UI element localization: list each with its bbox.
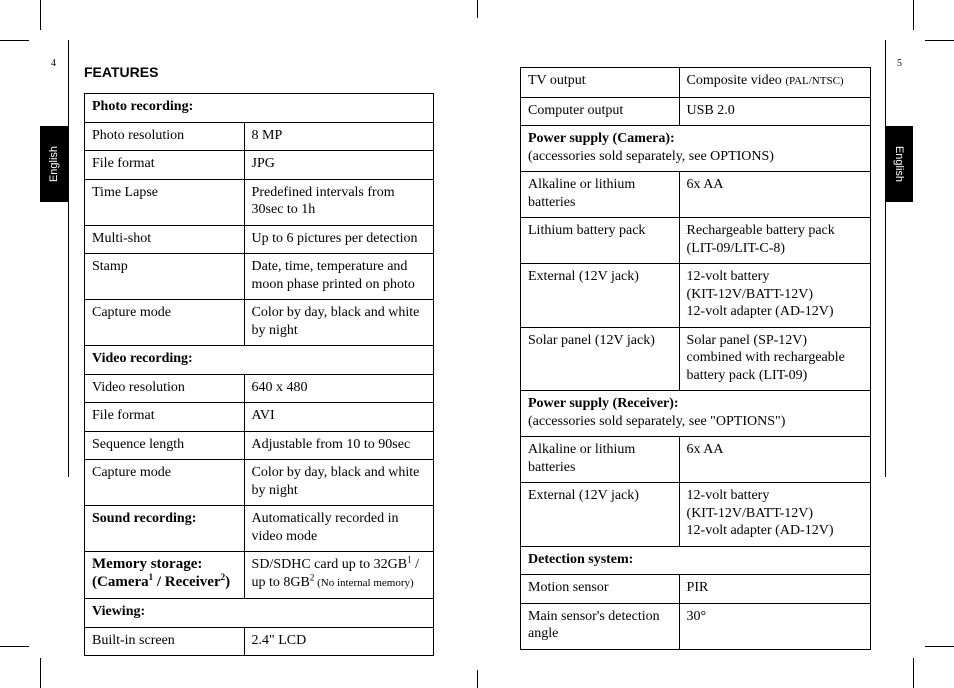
row-value: Up to 6 pictures per detection — [244, 225, 433, 254]
table-row — [85, 552, 434, 599]
row-label: Multi-shot — [85, 225, 245, 254]
footnote-marker: 2 — [220, 571, 226, 582]
table-row — [521, 575, 871, 604]
table-row — [521, 327, 871, 391]
row-value: Color by day, black and white by night — [244, 300, 433, 346]
row-label: External (12V jack) — [521, 483, 680, 547]
table-row — [521, 172, 871, 218]
features-table-right — [520, 67, 871, 650]
crop-mark — [925, 646, 954, 647]
crop-mark — [40, 0, 41, 30]
table-row — [521, 437, 871, 483]
row-value: Rechargeable battery pack (LIT-09/LIT-C-8) — [679, 218, 870, 264]
row-label: Main sensor's detection angle — [521, 603, 680, 649]
section-title-power-receiver: Power supply (Receiver): — [528, 396, 679, 411]
table-row — [521, 603, 871, 649]
row-value: Date, time, temperature and moon phase printed on photo — [244, 254, 433, 300]
row-value: 30° — [679, 603, 870, 649]
crop-mark — [40, 658, 41, 688]
section-row — [85, 94, 434, 123]
section-row — [521, 546, 871, 575]
section-subtitle: (accessories sold separately, see "OPTIONS") — [528, 413, 786, 429]
row-value: JPG — [244, 151, 433, 180]
memory-value-part1: SD/SDHC card up to 32GB — [251, 557, 408, 572]
memory-value-part2: / up to 8GB — [251, 557, 419, 590]
row-value — [679, 264, 870, 328]
table-row — [521, 483, 871, 547]
crop-mark — [477, 0, 478, 18]
row-value: USB 2.0 — [679, 97, 870, 126]
section-subtitle: (accessories sold separately, see OPTIONS) — [528, 148, 774, 164]
row-label: Sequence length — [85, 431, 245, 460]
language-tab-label: English — [48, 145, 61, 183]
row-value: PIR — [679, 575, 870, 604]
row-label: Time Lapse — [85, 179, 245, 225]
row-value — [244, 552, 433, 599]
footnote-marker: 2 — [309, 571, 315, 582]
value-line: (KIT-12V/BATT-12V) — [686, 505, 814, 521]
table-row — [85, 403, 434, 432]
value-line: 12-volt battery — [686, 488, 770, 503]
section-power-receiver — [521, 391, 871, 437]
table-row — [85, 122, 434, 151]
section-title-memory — [85, 552, 245, 599]
page-edge-right — [885, 40, 886, 477]
table-row — [85, 254, 434, 300]
table-row — [521, 218, 871, 264]
language-tab-label: English — [893, 145, 906, 183]
row-label: Computer output — [521, 97, 680, 126]
table-row — [85, 374, 434, 403]
row-value: 2.4" LCD — [244, 627, 433, 656]
section-title-viewing: Viewing: — [85, 599, 434, 628]
crop-mark — [913, 658, 914, 688]
row-label: Built-in screen — [85, 627, 245, 656]
table-row — [85, 179, 434, 225]
value-line: 12-volt adapter (AD-12V) — [686, 304, 834, 319]
page-number-right: 5 — [897, 58, 902, 69]
row-label: File format — [85, 403, 245, 432]
features-table-left — [84, 93, 434, 656]
section-title-sound: Sound recording: — [85, 506, 245, 552]
footnote-marker: 1 — [407, 554, 412, 565]
crop-mark — [477, 670, 478, 688]
table-row — [85, 506, 434, 552]
row-value: 6x AA — [679, 437, 870, 483]
table-row — [85, 627, 434, 656]
row-value: Automatically recorded in video mode — [244, 506, 433, 552]
row-value: Color by day, black and white by night — [244, 460, 433, 506]
memory-label-end: ) — [225, 573, 231, 590]
row-label: Solar panel (12V jack) — [521, 327, 680, 391]
row-label: File format — [85, 151, 245, 180]
memory-label-camera: (Camera — [92, 573, 149, 590]
memory-value-note: (No internal memory) — [314, 576, 414, 589]
table-row — [85, 460, 434, 506]
memory-label-line1: Memory storage: — [92, 556, 203, 572]
row-value — [679, 68, 870, 98]
row-value: 8 MP — [244, 122, 433, 151]
row-label: Video resolution — [85, 374, 245, 403]
table-row — [85, 431, 434, 460]
value-line: 12-volt battery — [686, 269, 770, 284]
row-label: Photo resolution — [85, 122, 245, 151]
table-row — [85, 151, 434, 180]
row-label: Alkaline or lithium batteries — [521, 172, 680, 218]
table-row — [85, 300, 434, 346]
section-title-detection: Detection system: — [521, 546, 871, 575]
row-label: Capture mode — [85, 300, 245, 346]
section-power-camera — [521, 126, 871, 172]
row-label: TV output — [521, 68, 680, 98]
section-title-video: Video recording: — [85, 346, 434, 375]
language-tab-right — [885, 126, 913, 202]
table-row — [85, 225, 434, 254]
row-value: 640 x 480 — [244, 374, 433, 403]
tv-output-note: (PAL/NTSC) — [785, 75, 844, 87]
row-label: Lithium battery pack — [521, 218, 680, 264]
crop-mark — [913, 0, 914, 30]
row-value: 6x AA — [679, 172, 870, 218]
page-edge-left — [68, 40, 69, 477]
section-row — [85, 599, 434, 628]
row-value: Solar panel (SP-12V) combined with rechargeable battery pack (LIT-09) — [679, 327, 870, 391]
tv-output-value: Composite video — [686, 73, 782, 88]
row-value: Predefined intervals from 30sec to 1h — [244, 179, 433, 225]
memory-label-receiver: / Receiver — [153, 573, 221, 590]
section-title-power-camera: Power supply (Camera): — [528, 131, 675, 146]
crop-mark — [925, 40, 954, 41]
page-number-left: 4 — [51, 58, 56, 69]
row-label: External (12V jack) — [521, 264, 680, 328]
row-label: Capture mode — [85, 460, 245, 506]
table-row — [521, 97, 871, 126]
row-value: Adjustable from 10 to 90sec — [244, 431, 433, 460]
table-row — [521, 264, 871, 328]
row-label: Motion sensor — [521, 575, 680, 604]
table-row — [521, 68, 871, 98]
crop-mark — [0, 646, 29, 647]
section-row — [521, 391, 871, 437]
language-tab-left — [40, 126, 68, 202]
section-row — [85, 346, 434, 375]
value-line: 12-volt adapter (AD-12V) — [686, 523, 834, 538]
section-row — [521, 126, 871, 172]
footnote-marker: 1 — [148, 571, 154, 582]
value-line: (KIT-12V/BATT-12V) — [686, 286, 814, 302]
row-label: Alkaline or lithium batteries — [521, 437, 680, 483]
page-heading: FEATURES — [84, 64, 159, 80]
crop-mark — [0, 40, 29, 41]
row-label: Stamp — [85, 254, 245, 300]
section-title-photo: Photo recording: — [85, 94, 434, 123]
row-value: AVI — [244, 403, 433, 432]
row-value — [679, 483, 870, 547]
